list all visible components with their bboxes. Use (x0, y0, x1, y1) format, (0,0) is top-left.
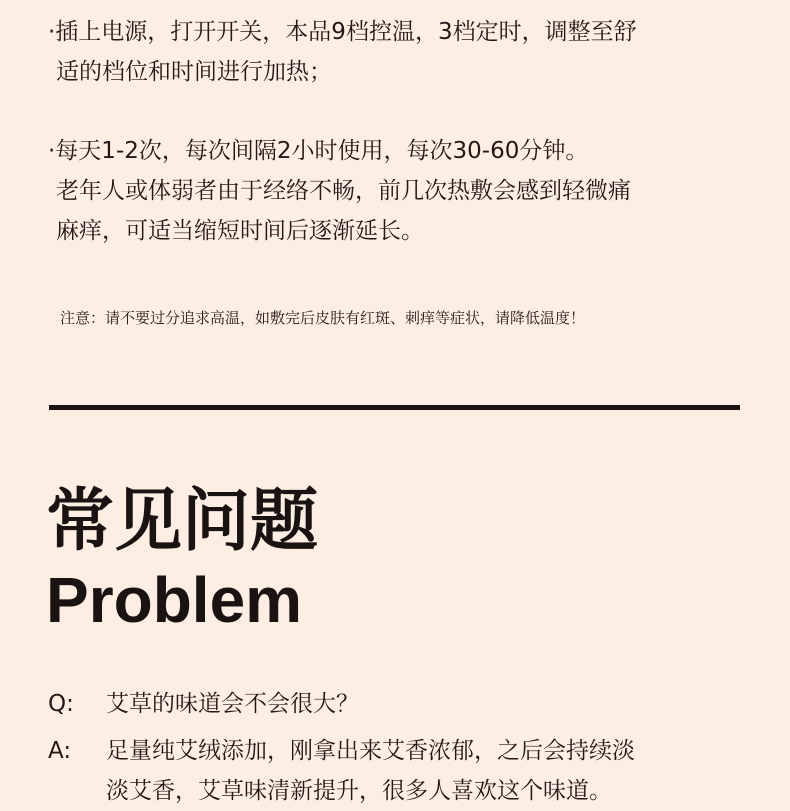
usage-step-2-line-2: 老年人或体弱者由于经络不畅，前几次热敷会感到轻微痛 (56, 178, 631, 204)
usage-step-1-line-1: ·插上电源，打开开关，本品9档控温，3档定时，调整至舒 (48, 19, 637, 45)
usage-step-2 (48, 131, 748, 251)
section-divider (49, 405, 740, 410)
usage-step-2-line-3: 麻痒，可适当缩短时间后逐渐延长。 (56, 218, 424, 244)
answer-line-1: 足量纯艾绒添加，刚拿出来艾香浓郁，之后会持续淡 (106, 738, 635, 764)
usage-step-1-line-2: 适的档位和时间进行加热； (56, 59, 332, 85)
question-text: 艾草的味道会不会很大？ (106, 691, 359, 717)
usage-note: 注意：请不要过分追求高温，如敷完后皮肤有红斑、刺痒等症状，请降低温度！ (60, 309, 586, 327)
question-label: Q: (48, 691, 74, 717)
usage-step-2-line-1: ·每天1-2次，每次间隔2小时使用，每次30-60分钟。 (48, 138, 589, 164)
faq-title-en: Problem (46, 564, 303, 636)
answer-text (106, 731, 635, 811)
faq-title-cn: 常见问题 (46, 482, 319, 561)
answer-label: A: (48, 738, 72, 764)
usage-step-1 (48, 12, 748, 92)
answer-line-2: 淡艾香，艾草味清新提升，很多人喜欢这个味道。 (106, 778, 612, 804)
